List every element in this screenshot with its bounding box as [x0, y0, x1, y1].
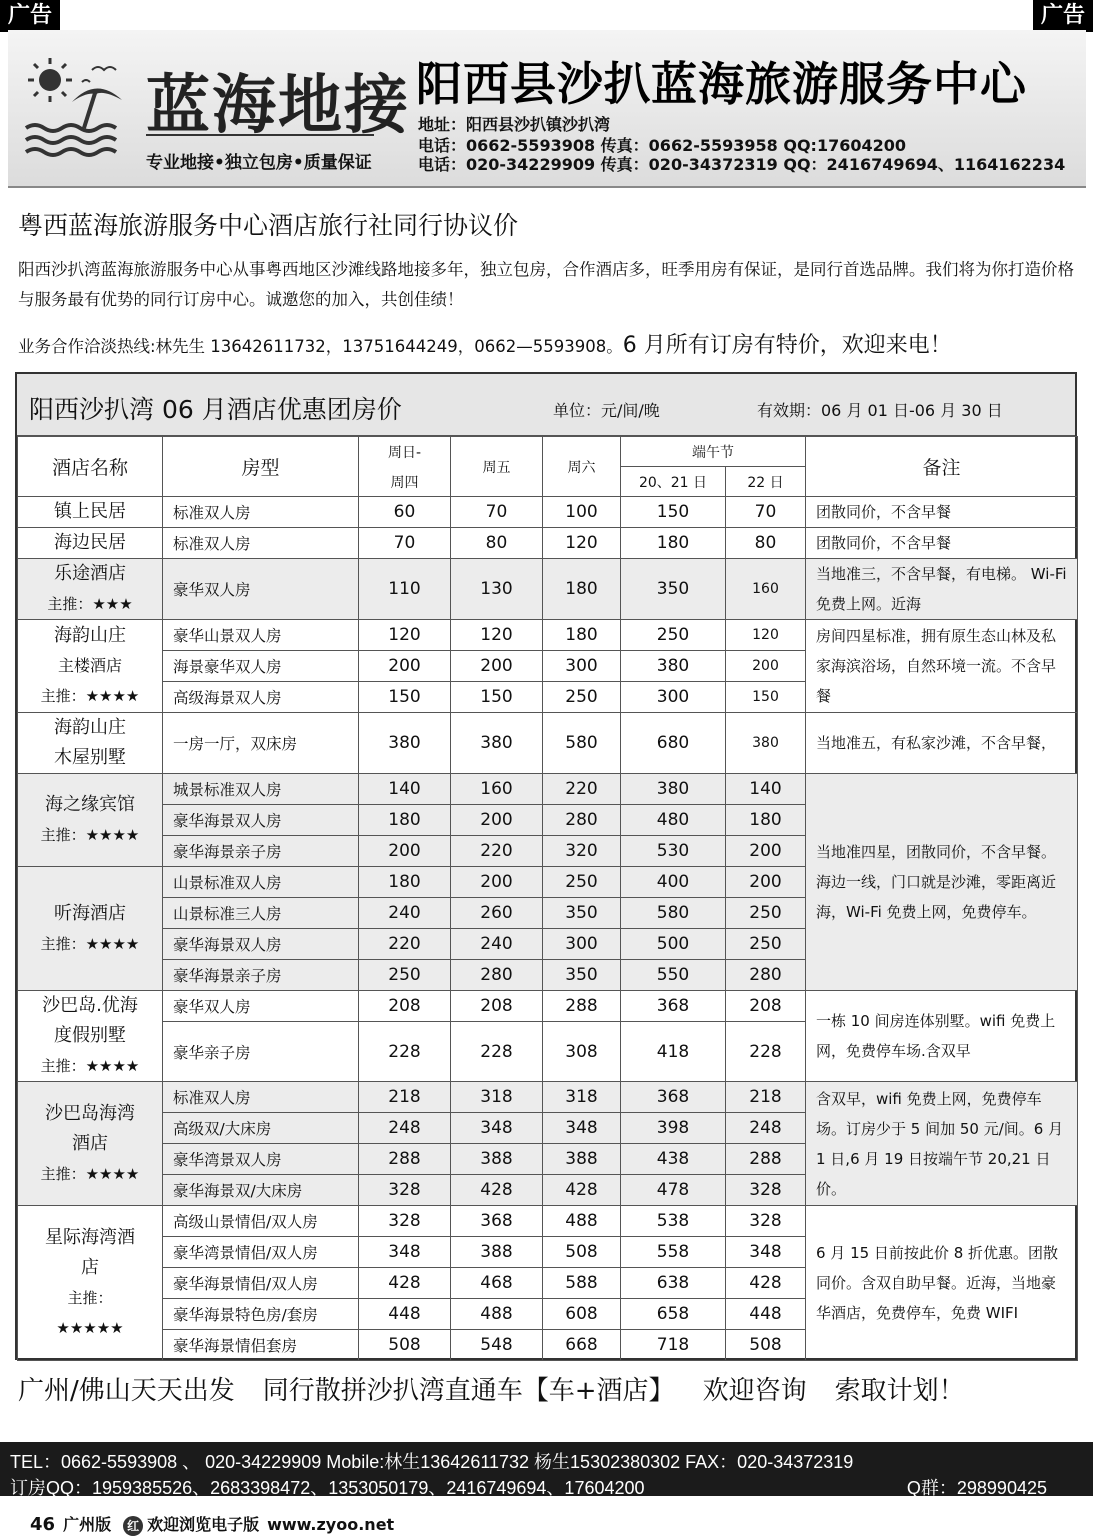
- price-festival-2: 428: [726, 1268, 806, 1299]
- room-type: 海景豪华双人房: [163, 651, 359, 682]
- price-weekday: 240: [359, 898, 451, 929]
- hotel-rating: 主推：★★★★: [40, 934, 140, 953]
- price-weekday: 380: [359, 713, 451, 774]
- price-friday: 120: [451, 620, 543, 651]
- price-festival-1: 150: [621, 497, 726, 528]
- price-friday: 428: [451, 1175, 543, 1206]
- col-festival-day-2: 22 日: [726, 467, 806, 497]
- price-festival-2: 250: [726, 898, 806, 929]
- price-friday: 200: [451, 867, 543, 898]
- price-festival-1: 680: [621, 713, 726, 774]
- col-weekday-line-1: 周日-: [387, 444, 422, 461]
- room-type: 豪华亲子房: [163, 1022, 359, 1082]
- room-type: 标准双人房: [163, 497, 359, 528]
- table-row: [18, 528, 1078, 559]
- room-type: 豪华海景双人房: [163, 805, 359, 836]
- hotel-rating: 主推：★★★★: [40, 1164, 140, 1183]
- price-festival-2: 140: [726, 774, 806, 805]
- col-friday: 周五: [451, 437, 543, 497]
- price-weekday: 228: [359, 1022, 451, 1082]
- hotel-rating: 主推：★★★★: [40, 687, 140, 705]
- price-festival-2: 200: [726, 836, 806, 867]
- hotel-name-sub: 木屋别墅: [54, 747, 126, 768]
- bottom-slogan-part-1: 广州/佛山天天出发: [18, 1376, 235, 1406]
- footer-qq-line: 订房QQ：1959385526、2683398472、1353050179、2416749694、17604200: [10, 1478, 645, 1498]
- edition-label: 广州版: [63, 1515, 112, 1534]
- company-address: 地址：阳西县沙扒镇沙扒湾: [418, 115, 611, 134]
- price-weekday: 328: [359, 1206, 451, 1237]
- price-weekday: 250: [359, 960, 451, 991]
- col-weekday: [359, 437, 451, 497]
- hotline-text: 业务合作洽淡热线:林先生 13642611732，13751644249，0662—5593908。: [18, 337, 623, 356]
- price-friday: 380: [451, 713, 543, 774]
- price-festival-1: 638: [621, 1268, 726, 1299]
- price-weekday: 110: [359, 559, 451, 620]
- price-festival-2: 288: [726, 1144, 806, 1175]
- price-festival-1: 718: [621, 1330, 726, 1361]
- hotel-note: 当地准五，有私家沙滩，不含早餐，: [806, 713, 1078, 774]
- price-weekday: 60: [359, 497, 451, 528]
- price-festival-2: 250: [726, 929, 806, 960]
- sun-palm-wave-icon: [22, 50, 132, 160]
- room-type: 豪华海景特色房/套房: [163, 1299, 359, 1330]
- price-friday: 208: [451, 991, 543, 1022]
- price-friday: 150: [451, 682, 543, 713]
- website-link[interactable]: www.zyoo.net: [267, 1515, 395, 1534]
- table-row: [18, 1082, 1078, 1113]
- ad-tag-left: 广告: [0, 0, 60, 32]
- price-weekday: 140: [359, 774, 451, 805]
- col-festival: 端午节: [621, 437, 806, 467]
- price-saturday: 180: [543, 559, 621, 620]
- price-saturday: 320: [543, 836, 621, 867]
- contact-line-2: 电话：020-34229909 传真：020-34372319 QQ：2416749694、1164162234: [418, 155, 1066, 174]
- price-friday: 260: [451, 898, 543, 929]
- room-type: 豪华湾景情侣/双人房: [163, 1237, 359, 1268]
- price-saturday: 280: [543, 805, 621, 836]
- hotel-name-text: 乐途酒店: [54, 563, 126, 584]
- price-friday: 368: [451, 1206, 543, 1237]
- hotel-name: [18, 774, 163, 867]
- price-weekday: 70: [359, 528, 451, 559]
- price-saturday: 588: [543, 1268, 621, 1299]
- room-type: 标准双人房: [163, 528, 359, 559]
- page-footer: [30, 1512, 394, 1536]
- room-type: 山景标准三人房: [163, 898, 359, 929]
- price-festival-2: 228: [726, 1022, 806, 1082]
- price-friday: 240: [451, 929, 543, 960]
- hotel-rating: 主推：★★★★: [40, 826, 140, 844]
- price-festival-2: 70: [726, 497, 806, 528]
- price-festival-1: 300: [621, 682, 726, 713]
- room-type: 豪华海景情侣/双人房: [163, 1268, 359, 1299]
- hotel-name-text: 海之缘宾馆: [45, 794, 135, 815]
- brand-divider: [146, 134, 374, 136]
- table-row: [18, 497, 1078, 528]
- price-festival-2: 120: [726, 620, 806, 651]
- room-type: 豪华海景情侣套房: [163, 1330, 359, 1361]
- price-saturday: 668: [543, 1330, 621, 1361]
- footer-qq-group: Q群：298990425: [906, 1478, 1047, 1498]
- table-row: [18, 774, 1078, 805]
- price-saturday: 508: [543, 1237, 621, 1268]
- hotel-note: 当地准三，不含早餐，有电梯。 Wi-Fi 免费上网。近海: [806, 559, 1078, 620]
- hotel-rating: 主推：★★★: [47, 595, 133, 613]
- price-saturday: 350: [543, 960, 621, 991]
- price-festival-1: 350: [621, 559, 726, 620]
- header-banner: [8, 30, 1086, 188]
- price-saturday: 288: [543, 991, 621, 1022]
- col-festival-day-1: 20、21 日: [621, 467, 726, 497]
- price-friday: 280: [451, 960, 543, 991]
- price-festival-2: 448: [726, 1299, 806, 1330]
- price-festival-1: 530: [621, 836, 726, 867]
- price-friday: 200: [451, 805, 543, 836]
- price-saturday: 300: [543, 929, 621, 960]
- hotel-name: [18, 991, 163, 1082]
- price-saturday: 580: [543, 713, 621, 774]
- price-friday: 318: [451, 1082, 543, 1113]
- price-festival-2: 200: [726, 867, 806, 898]
- hotel-name: [18, 1082, 163, 1206]
- price-weekday: 208: [359, 991, 451, 1022]
- price-saturday: 350: [543, 898, 621, 929]
- hotel-note: 6 月 15 日前按此价 8 折优惠。团散同价。含双自助早餐。近海，当地豪华酒店，免费停车，免费 WIFI: [806, 1206, 1078, 1361]
- price-weekday: 220: [359, 929, 451, 960]
- room-type: 豪华山景双人房: [163, 620, 359, 651]
- price-friday: 388: [451, 1237, 543, 1268]
- hotel-note: 团散同价，不含早餐: [806, 528, 1078, 559]
- price-weekday: 120: [359, 620, 451, 651]
- price-festival-2: 218: [726, 1082, 806, 1113]
- price-table: [17, 436, 1078, 1361]
- hotel-name-sub: 店: [81, 1257, 99, 1278]
- publisher-logo-icon: 红: [123, 1516, 143, 1536]
- price-festival-2: 248: [726, 1113, 806, 1144]
- price-unit: 单位：元/间/晚: [553, 401, 660, 420]
- hotel-name-sub: 度假别墅: [54, 1025, 126, 1046]
- price-festival-1: 368: [621, 991, 726, 1022]
- hotel-name-text: 海韵山庄: [54, 625, 126, 646]
- price-weekday: 508: [359, 1330, 451, 1361]
- room-type: 山景标准双人房: [163, 867, 359, 898]
- price-festival-1: 580: [621, 898, 726, 929]
- price-saturday: 250: [543, 682, 621, 713]
- price-festival-2: 280: [726, 960, 806, 991]
- hotel-name: [18, 713, 163, 774]
- price-festival-2: 80: [726, 528, 806, 559]
- price-festival-1: 480: [621, 805, 726, 836]
- price-weekday: 200: [359, 651, 451, 682]
- contact-line-1: 电话：0662-5593908 传真：0662-5593958 QQ:17604200: [418, 136, 907, 155]
- price-saturday: 428: [543, 1175, 621, 1206]
- col-room: 房型: [163, 437, 359, 497]
- table-row: [18, 620, 1078, 651]
- price-festival-2: 150: [726, 682, 806, 713]
- price-friday: 220: [451, 836, 543, 867]
- price-weekday: 248: [359, 1113, 451, 1144]
- hotel-note: 房间四星标准，拥有原生态山林及私家海滨浴场，自然环境一流。不含早餐: [806, 620, 1078, 713]
- price-saturday: 388: [543, 1144, 621, 1175]
- room-type: 豪华海景亲子房: [163, 960, 359, 991]
- price-saturday: 608: [543, 1299, 621, 1330]
- price-festival-1: 478: [621, 1175, 726, 1206]
- price-festival-2: 348: [726, 1237, 806, 1268]
- price-saturday: 318: [543, 1082, 621, 1113]
- hotel-name: [18, 559, 163, 620]
- hotel-note: 当地准四星，团散同价，不含早餐。海边一线，门口就是沙滩，零距离近海，Wi-Fi 免费上网，免费停车。: [806, 774, 1078, 991]
- hotel-name: [18, 620, 163, 713]
- price-weekday: 180: [359, 805, 451, 836]
- price-friday: 70: [451, 497, 543, 528]
- hotel-name-text: 海韵山庄: [54, 717, 126, 738]
- room-type: 高级海景双人房: [163, 682, 359, 713]
- room-type: 高级山景情侣/双人房: [163, 1206, 359, 1237]
- price-festival-1: 658: [621, 1299, 726, 1330]
- price-festival-1: 400: [621, 867, 726, 898]
- price-festival-1: 418: [621, 1022, 726, 1082]
- price-saturday: 120: [543, 528, 621, 559]
- bottom-slogan-part-2: 同行散拼沙扒湾直通车【车+酒店】: [262, 1376, 675, 1406]
- price-festival-1: 398: [621, 1113, 726, 1144]
- hotel-name: 镇上民居: [18, 497, 163, 528]
- price-festival-1: 380: [621, 651, 726, 682]
- price-festival-2: 208: [726, 991, 806, 1022]
- room-type: 一房一厅，双床房: [163, 713, 359, 774]
- hotel-note: 一栋 10 间房连体别墅。wifi 免费上网，免费停车场.含双早: [806, 991, 1078, 1082]
- price-festival-1: 380: [621, 774, 726, 805]
- price-saturday: 308: [543, 1022, 621, 1082]
- room-type: 城景标准双人房: [163, 774, 359, 805]
- price-saturday: 348: [543, 1113, 621, 1144]
- hotel-rating: 主推：★★★★: [40, 1057, 140, 1075]
- room-type: 豪华双人房: [163, 559, 359, 620]
- company-name: 阳西县沙扒蓝海旅游服务中心: [416, 57, 1027, 111]
- price-saturday: 300: [543, 651, 621, 682]
- brand-slogan: 专业地接•独立包房•质量保证: [146, 153, 372, 173]
- price-friday: 228: [451, 1022, 543, 1082]
- price-weekday: 448: [359, 1299, 451, 1330]
- price-festival-1: 250: [621, 620, 726, 651]
- price-festival-1: 438: [621, 1144, 726, 1175]
- price-festival-2: 160: [726, 559, 806, 620]
- hotel-name-text: 沙巴岛.优海: [42, 995, 138, 1016]
- price-friday: 388: [451, 1144, 543, 1175]
- price-friday: 488: [451, 1299, 543, 1330]
- price-festival-2: 328: [726, 1206, 806, 1237]
- room-type: 豪华双人房: [163, 991, 359, 1022]
- price-weekday: 180: [359, 867, 451, 898]
- price-saturday: 180: [543, 620, 621, 651]
- room-type: 标准双人房: [163, 1082, 359, 1113]
- price-festival-2: 180: [726, 805, 806, 836]
- col-note: 备注: [806, 437, 1078, 497]
- price-weekday: 348: [359, 1237, 451, 1268]
- price-festival-1: 558: [621, 1237, 726, 1268]
- price-weekday: 218: [359, 1082, 451, 1113]
- price-friday: 200: [451, 651, 543, 682]
- price-friday: 548: [451, 1330, 543, 1361]
- intro-body: 阳西沙扒湾蓝海旅游服务中心从事粤西地区沙滩线路地接多年，独立包房，合作酒店多，旺季用房有保证，是同行首选品牌。我们将为你打造价格与服务最有优势的同行订房中心。诚邀您的加入，共创佳绩！: [18, 260, 1074, 309]
- room-type: 豪华海景亲子房: [163, 836, 359, 867]
- table-row: [18, 713, 1078, 774]
- footer-contact-bar: [0, 1442, 1093, 1496]
- bottom-slogan-part-4: 索取计划！: [834, 1376, 965, 1406]
- price-saturday: 100: [543, 497, 621, 528]
- room-type: 豪华海景双人房: [163, 929, 359, 960]
- price-friday: 130: [451, 559, 543, 620]
- price-festival-2: 328: [726, 1175, 806, 1206]
- price-table-panel: [15, 372, 1077, 1360]
- price-festival-2: 200: [726, 651, 806, 682]
- hotel-note: 团散同价，不含早餐: [806, 497, 1078, 528]
- price-weekday: 150: [359, 682, 451, 713]
- room-type: 豪华海景双/大床房: [163, 1175, 359, 1206]
- footer-phone-line: TEL：0662-5593908 、 020-34229909 Mobile:林生13642611732 杨生15302380302 FAX：020-34372319: [10, 1452, 854, 1472]
- room-type: 豪华湾景双人房: [163, 1144, 359, 1175]
- price-weekday: 288: [359, 1144, 451, 1175]
- bottom-slogan-part-3: 欢迎咨询: [702, 1376, 807, 1406]
- price-table-header: [17, 374, 1075, 436]
- table-row: [18, 559, 1078, 620]
- hotel-name: [18, 1206, 163, 1361]
- hotel-rating-stars: ★★★★★: [56, 1319, 124, 1337]
- hotline-promo: 6 月所有订房有特价，欢迎来电！: [622, 333, 952, 358]
- price-friday: 348: [451, 1113, 543, 1144]
- col-saturday: 周六: [543, 437, 621, 497]
- price-weekday: 428: [359, 1268, 451, 1299]
- price-festival-1: 368: [621, 1082, 726, 1113]
- hotel-note: 含双早，wifi 免费上网，免费停车场。订房少于 5 间加 50 元/间。6 月 1 日,6 月 19 日按端午节 20,21 日价。: [806, 1082, 1078, 1206]
- hotel-name-text: 星际海湾酒: [45, 1227, 135, 1248]
- price-festival-2: 508: [726, 1330, 806, 1361]
- brand-name: 蓝海地接: [146, 68, 410, 143]
- hotel-name-sub: 酒店: [72, 1132, 108, 1154]
- room-type: 高级双/大床房: [163, 1113, 359, 1144]
- intro-title: 粤西蓝海旅游服务中心酒店旅行社同行协议价: [18, 211, 519, 240]
- ebook-cta: 欢迎浏览电子版: [147, 1515, 260, 1534]
- price-festival-1: 180: [621, 528, 726, 559]
- col-weekday-line-2: 周四: [390, 474, 419, 491]
- hotel-name-text: 沙巴岛海湾: [45, 1102, 135, 1124]
- hotel-rating: 主推：: [67, 1289, 113, 1307]
- price-validity: 有效期：06 月 01 日-06 月 30 日: [757, 401, 1003, 420]
- price-festival-1: 538: [621, 1206, 726, 1237]
- price-saturday: 488: [543, 1206, 621, 1237]
- price-table-title: 阳西沙扒湾 06 月酒店优惠团房价: [29, 395, 402, 424]
- price-friday: 468: [451, 1268, 543, 1299]
- hotel-name-text: 听海酒店: [54, 902, 126, 924]
- bottom-slogan: [18, 1370, 993, 1407]
- price-friday: 160: [451, 774, 543, 805]
- price-festival-1: 550: [621, 960, 726, 991]
- table-row: [18, 991, 1078, 1022]
- price-weekday: 200: [359, 836, 451, 867]
- page-number: 46: [30, 1514, 56, 1535]
- price-saturday: 220: [543, 774, 621, 805]
- ad-tag-right: 广告: [1033, 0, 1093, 32]
- price-friday: 80: [451, 528, 543, 559]
- price-festival-1: 500: [621, 929, 726, 960]
- price-saturday: 250: [543, 867, 621, 898]
- hotel-name: [18, 867, 163, 991]
- col-hotel: 酒店名称: [18, 437, 163, 497]
- price-weekday: 328: [359, 1175, 451, 1206]
- hotel-name-sub: 主楼酒店: [57, 656, 122, 675]
- hotel-name: 海边民居: [18, 528, 163, 559]
- table-row: [18, 1206, 1078, 1237]
- price-festival-2: 380: [726, 713, 806, 774]
- hotline: [18, 328, 952, 359]
